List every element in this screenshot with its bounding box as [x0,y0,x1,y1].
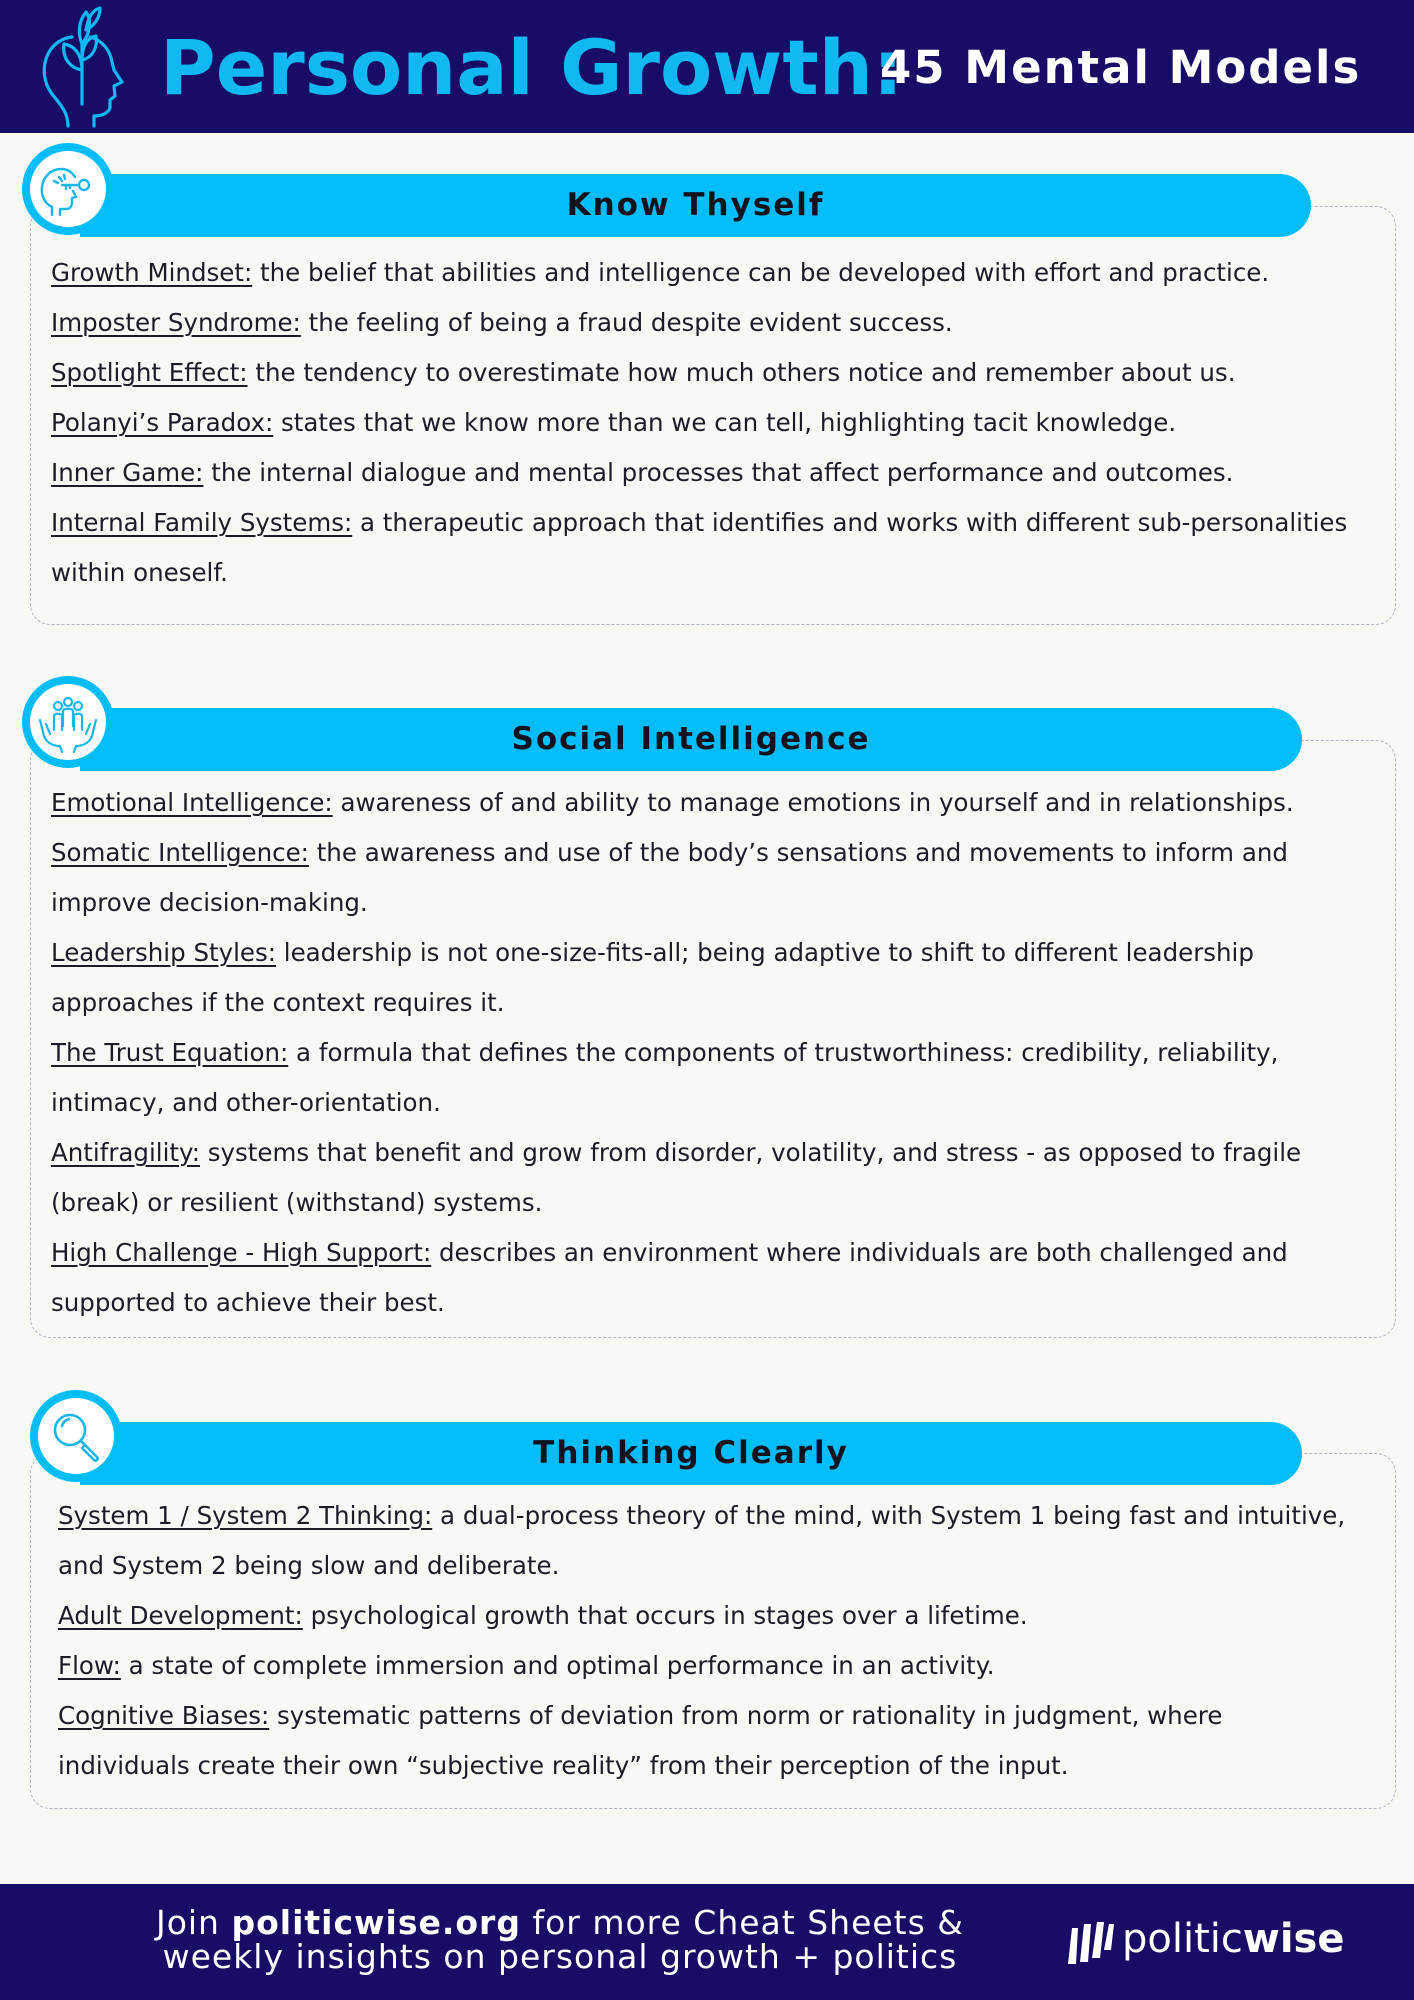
hands-people-icon [30,684,106,760]
entry-term: Polanyi’s Paradox: [51,408,274,437]
entry-term: System 1 / System 2 Thinking: [58,1501,433,1530]
entry-term: Inner Game: [51,458,204,487]
footer-line-2: weekly insights on personal growth + politics [162,1937,958,1976]
entry-definition: the belief that abilities and intelligence can be developed with effort and practice. [252,258,1270,287]
entry-term: Emotional Intelligence: [51,788,333,817]
head-key-icon [30,151,106,227]
list-item [51,248,1356,298]
list-item [51,348,1356,398]
list-item [51,928,1396,1028]
list-item [51,398,1356,448]
entry-term: Internal Family Systems: [51,508,353,537]
page-header [0,0,1414,133]
head-sprout-icon [38,4,128,130]
list-item [51,298,1356,348]
list-item [51,1028,1396,1128]
footer-line-1 [150,1903,970,1942]
list-item [51,828,1396,928]
brand-name-bold: wise [1242,1916,1345,1962]
footer-cta [150,1903,970,1976]
entry-term: Cognitive Biases: [58,1701,270,1730]
entry-term: Flow: [58,1651,121,1680]
entry-term: Antifragility: [51,1138,200,1167]
entry-definition: systems that benefit and grow from disorder, volatility, and stress - as opposed to fragile (break) or resilient (withstand) systems. [51,1138,1302,1217]
footer-join: Join [155,1903,232,1942]
entry-term: Spotlight Effect: [51,358,248,387]
entry-term: The Trust Equation: [51,1038,289,1067]
entry-definition: systematic patterns of deviation from norm or rationality in judgment, where individuals create their own “subjective reality” from their perception of the input. [58,1701,1223,1780]
section-badge [30,1390,122,1482]
entry-definition: describes an environment where individuals are both challenged and supported to achieve their best. [51,1238,1288,1317]
footer-line-1-rest: for more Cheat Sheets & [520,1903,965,1942]
section-title: Know Thyself [566,187,825,223]
entry-definition: the awareness and use of the body’s sensations and movements to inform and improve decision-making. [51,838,1288,917]
page-footer [0,1884,1414,2000]
entry-definition: the internal dialogue and mental processes that affect performance and outcomes. [203,458,1234,487]
section-header-band [80,1422,1302,1485]
entry-list [58,1491,1348,1791]
list-item [58,1691,1348,1791]
politicwise-stripes-icon [1066,1918,1114,1968]
list-item [58,1641,1348,1691]
entry-definition: a dual-process theory of the mind, with System 1 being fast and intuitive, and System 2 being slow and deliberate. [58,1501,1346,1580]
brand-name-light: politic [1122,1916,1243,1962]
list-item [51,778,1396,828]
entry-term: Adult Development: [58,1601,303,1630]
page-title: Personal Growth: [160,23,904,112]
entry-definition: the feeling of being a fraud despite evident success. [300,308,953,337]
entry-definition: a state of complete immersion and optimal performance in an activity. [120,1651,995,1680]
section-badge [22,676,114,768]
footer-site-link[interactable]: politicwise.org [231,1903,521,1942]
list-item [51,1228,1396,1328]
brand-wordmark [1122,1914,1345,1964]
list-item [51,1128,1396,1228]
entry-definition: the tendency to overestimate how much others notice and remember about us. [247,358,1236,387]
page-subtitle: 45 Mental Models [880,41,1362,94]
entry-definition: leadership is not one-size-fits-all; being adaptive to shift to different leadership approaches if the context requires it. [51,938,1254,1017]
list-item [58,1491,1348,1591]
section-title: Thinking Clearly [533,1435,849,1471]
entry-term: High Challenge - High Support: [51,1238,432,1267]
section-header-band [80,708,1302,771]
list-item [51,498,1356,598]
list-item [51,448,1356,498]
magnifying-glass-icon [38,1398,114,1474]
section-title: Social Intelligence [511,721,871,757]
section-header-band [80,174,1311,237]
entry-definition: a therapeutic approach that identifies and works with different sub-personalities within oneself. [51,508,1348,587]
entry-definition: states that we know more than we can tell, highlighting tacit knowledge. [273,408,1177,437]
entry-list [51,778,1396,1328]
entry-term: Growth Mindset: [51,258,253,287]
entry-term: Somatic Intelligence: [51,838,309,867]
entry-term: Leadership Styles: [51,938,276,967]
entry-definition: psychological growth that occurs in stages over a lifetime. [302,1601,1028,1630]
entry-definition: a formula that defines the components of trustworthiness: credibility, reliability, intimacy, and other-orientation. [51,1038,1279,1117]
entry-term: Imposter Syndrome: [51,308,301,337]
section-badge [22,143,114,235]
list-item [58,1591,1348,1641]
entry-definition: awareness of and ability to manage emotions in yourself and in relationships. [332,788,1294,817]
entry-list [51,248,1356,598]
